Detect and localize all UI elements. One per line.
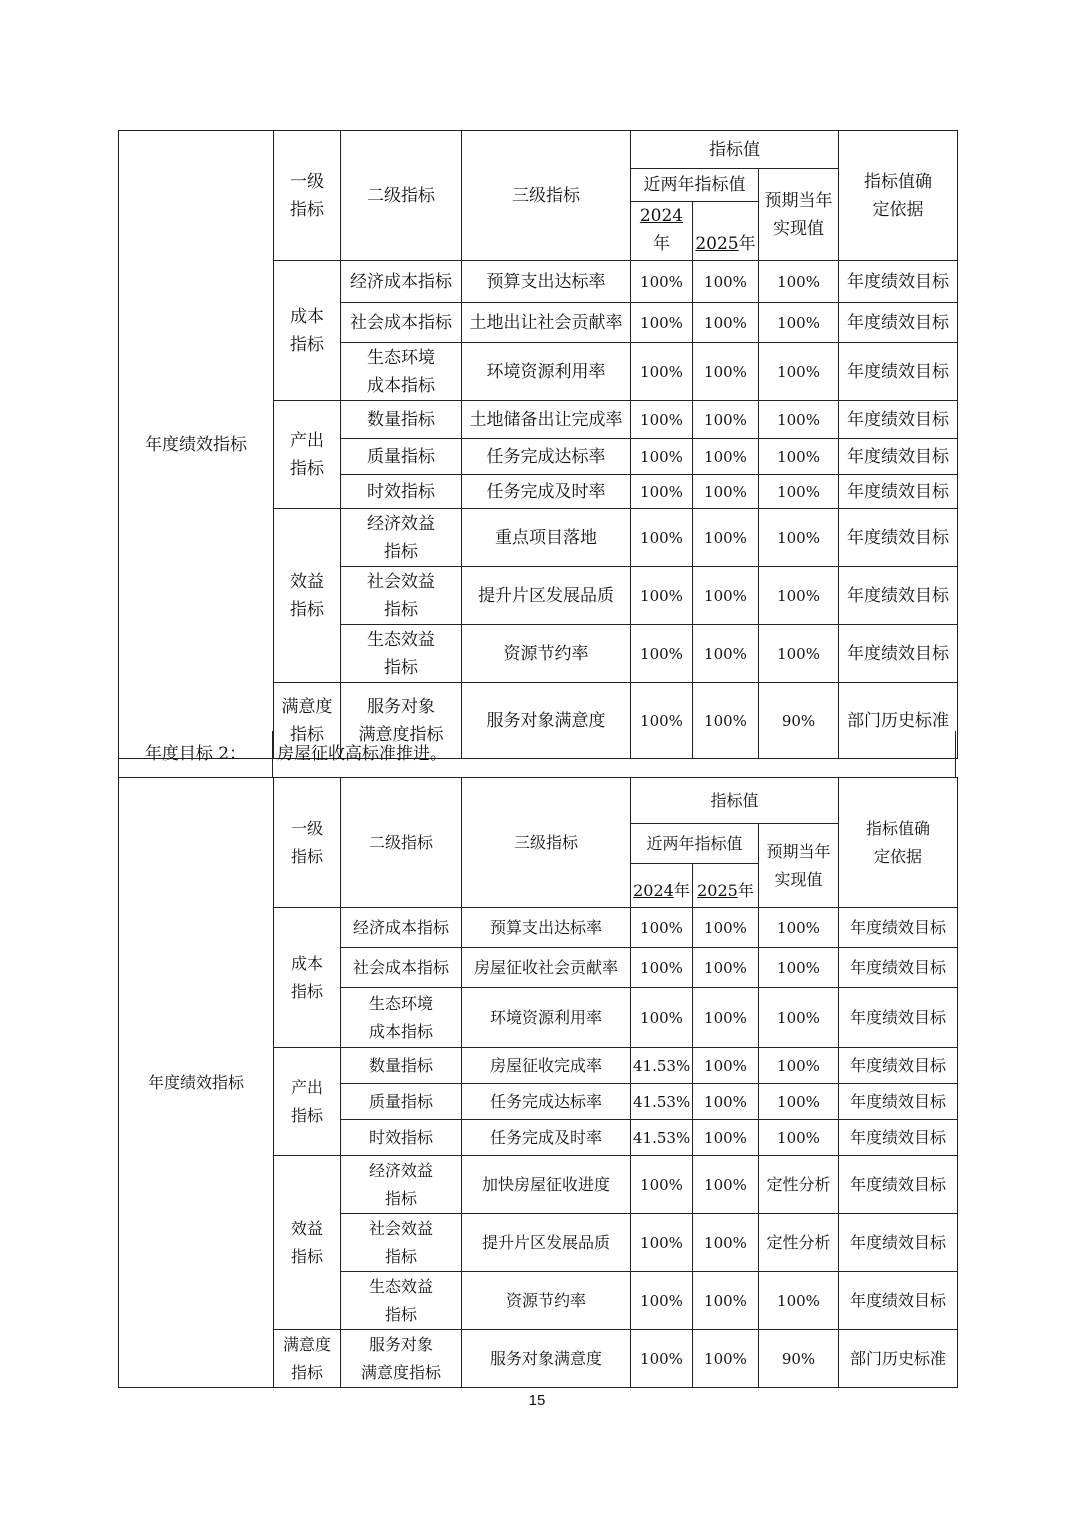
expected-value: 定性分析 (759, 1156, 839, 1214)
value-2025: 100% (693, 683, 759, 759)
value-2024: 100% (631, 261, 693, 303)
value-2024: 100% (631, 948, 693, 988)
level2-indicator: 社会效益 指标 (341, 1214, 462, 1272)
level1-indicator: 满意度 指标 (274, 683, 341, 759)
level3-indicator: 土地储备出让完成率 (462, 401, 631, 439)
header-expected: 预期当年 实现值 (759, 169, 839, 261)
value-2025: 100% (693, 948, 759, 988)
annual-indicator-label: 年度绩效指标 (145, 434, 247, 455)
level1-indicator: 效益 指标 (274, 509, 341, 683)
expected-value: 100% (759, 343, 839, 401)
basis-value: 年度绩效目标 (839, 401, 958, 439)
value-2024: 100% (631, 1272, 693, 1330)
header-year-2024-number: 2024 (639, 206, 684, 226)
level2-indicator: 社会成本指标 (341, 948, 462, 988)
expected-value: 90% (759, 1330, 839, 1388)
level3-indicator: 资源节约率 (462, 625, 631, 683)
value-2025: 100% (693, 1214, 759, 1272)
level3-indicator: 房屋征收社会贡献率 (462, 948, 631, 988)
expected-value: 100% (759, 1084, 839, 1120)
annual-goal-2-row (118, 731, 956, 777)
level2-indicator: 时效指标 (341, 475, 462, 509)
value-2025: 100% (693, 1156, 759, 1214)
value-2024: 100% (631, 303, 693, 343)
header-year-2024-number: 2024 (633, 881, 674, 900)
header-level1: 一级 指标 (274, 131, 341, 261)
header-year-2025 (693, 202, 759, 261)
level2-indicator: 社会效益 指标 (341, 567, 462, 625)
value-2024: 41.53% (631, 1120, 693, 1156)
level1-indicator: 效益 指标 (274, 1156, 341, 1330)
header-year-2024 (631, 202, 693, 261)
header-year-suffix: 年 (737, 881, 754, 900)
expected-value: 90% (759, 683, 839, 759)
level3-indicator: 服务对象满意度 (462, 683, 631, 759)
basis-value: 年度绩效目标 (839, 343, 958, 401)
level2-indicator: 经济效益 指标 (341, 509, 462, 567)
value-2024: 100% (631, 475, 693, 509)
value-2025: 100% (693, 343, 759, 401)
header-year-2025 (693, 864, 759, 908)
basis-value: 部门历史标准 (839, 683, 958, 759)
expected-value: 100% (759, 1272, 839, 1330)
annual-indicator-label-cell (119, 778, 274, 1388)
level1-indicator: 产出 指标 (274, 401, 341, 509)
value-2025: 100% (693, 261, 759, 303)
level2-indicator: 质量指标 (341, 1084, 462, 1120)
value-2025: 100% (693, 401, 759, 439)
level3-indicator: 重点项目落地 (462, 509, 631, 567)
expected-value: 100% (759, 439, 839, 475)
annual-indicator-label-cell (119, 131, 274, 759)
performance-table-1 (118, 130, 958, 759)
basis-value: 年度绩效目标 (839, 625, 958, 683)
expected-value: 100% (759, 1048, 839, 1084)
value-2024: 41.53% (631, 1084, 693, 1120)
level2-indicator: 数量指标 (341, 1048, 462, 1084)
annual-goal-2-text: 房屋征收高标准推进。 (277, 744, 447, 764)
expected-value: 100% (759, 509, 839, 567)
value-2024: 100% (631, 625, 693, 683)
value-2024: 100% (631, 509, 693, 567)
level3-indicator: 资源节约率 (462, 1272, 631, 1330)
header-indicator-value: 指标值 (631, 778, 839, 824)
header-year-2025-number: 2025 (695, 234, 739, 254)
header-level1: 一级 指标 (274, 778, 341, 908)
level3-indicator: 提升片区发展品质 (462, 567, 631, 625)
level3-indicator: 任务完成及时率 (462, 475, 631, 509)
level3-indicator: 任务完成及时率 (462, 1120, 631, 1156)
basis-value: 年度绩效目标 (839, 1084, 958, 1120)
level2-indicator: 服务对象 满意度指标 (341, 1330, 462, 1388)
header-basis: 指标值确 定依据 (839, 778, 958, 908)
level1-indicator: 满意度 指标 (274, 1330, 341, 1388)
expected-value: 100% (759, 303, 839, 343)
basis-value: 年度绩效目标 (839, 908, 958, 948)
value-2025: 100% (693, 303, 759, 343)
value-2024: 100% (631, 683, 693, 759)
expected-value: 100% (759, 988, 839, 1048)
basis-value: 年度绩效目标 (839, 1214, 958, 1272)
level3-indicator: 预算支出达标率 (462, 261, 631, 303)
basis-value: 年度绩效目标 (839, 303, 958, 343)
value-2025: 100% (693, 475, 759, 509)
expected-value: 100% (759, 261, 839, 303)
header-year-suffix: 年 (673, 881, 690, 900)
level2-indicator: 生态效益 指标 (341, 625, 462, 683)
level3-indicator: 加快房屋征收进度 (462, 1156, 631, 1214)
level3-indicator: 土地出让社会贡献率 (462, 303, 631, 343)
basis-value: 年度绩效目标 (839, 1156, 958, 1214)
basis-value: 年度绩效目标 (839, 948, 958, 988)
level2-indicator: 经济成本指标 (341, 261, 462, 303)
value-2024: 100% (631, 1156, 693, 1214)
value-2025: 100% (693, 567, 759, 625)
value-2025: 100% (693, 509, 759, 567)
header-year-2024 (631, 864, 693, 908)
value-2025: 100% (693, 1330, 759, 1388)
level3-indicator: 任务完成达标率 (462, 439, 631, 475)
header-basis: 指标值确 定依据 (839, 131, 958, 261)
basis-value: 年度绩效目标 (839, 439, 958, 475)
expected-value: 100% (759, 948, 839, 988)
expected-value: 100% (759, 567, 839, 625)
basis-value: 年度绩效目标 (839, 1272, 958, 1330)
expected-value: 100% (759, 908, 839, 948)
level2-indicator: 生态环境 成本指标 (341, 988, 462, 1048)
value-2025: 100% (693, 908, 759, 948)
level2-indicator: 时效指标 (341, 1120, 462, 1156)
expected-value: 100% (759, 1120, 839, 1156)
basis-value: 年度绩效目标 (839, 567, 958, 625)
value-2024: 100% (631, 1214, 693, 1272)
expected-value: 100% (759, 475, 839, 509)
value-2024: 41.53% (631, 1048, 693, 1084)
expected-value: 100% (759, 401, 839, 439)
expected-value: 100% (759, 625, 839, 683)
value-2025: 100% (693, 988, 759, 1048)
value-2024: 100% (631, 401, 693, 439)
level2-indicator: 质量指标 (341, 439, 462, 475)
value-2024: 100% (631, 439, 693, 475)
header-year-suffix: 年 (653, 234, 670, 254)
value-2024: 100% (631, 988, 693, 1048)
annual-goal-2-label: 年度目标 2： (119, 731, 273, 777)
level1-indicator: 成本 指标 (274, 261, 341, 401)
level1-indicator: 成本 指标 (274, 908, 341, 1048)
header-level3: 三级指标 (462, 131, 631, 261)
value-2024: 100% (631, 567, 693, 625)
basis-value: 年度绩效目标 (839, 475, 958, 509)
value-2024: 100% (631, 1330, 693, 1388)
header-level2: 二级指标 (341, 778, 462, 908)
basis-value: 年度绩效目标 (839, 988, 958, 1048)
level3-indicator: 环境资源利用率 (462, 988, 631, 1048)
header-indicator-value: 指标值 (631, 131, 839, 169)
header-recent-two-years: 近两年指标值 (631, 169, 759, 202)
level2-indicator: 社会成本指标 (341, 303, 462, 343)
level2-indicator: 生态环境 成本指标 (341, 343, 462, 401)
value-2025: 100% (693, 1048, 759, 1084)
level2-indicator: 服务对象 满意度指标 (341, 683, 462, 759)
level3-indicator: 环境资源利用率 (462, 343, 631, 401)
basis-value: 年度绩效目标 (839, 509, 958, 567)
level1-indicator: 产出 指标 (274, 1048, 341, 1156)
value-2025: 100% (693, 439, 759, 475)
level2-indicator: 经济成本指标 (341, 908, 462, 948)
header-expected: 预期当年 实现值 (759, 824, 839, 908)
header-level2: 二级指标 (341, 131, 462, 261)
value-2024: 100% (631, 343, 693, 401)
basis-value: 年度绩效目标 (839, 1120, 958, 1156)
level2-indicator: 数量指标 (341, 401, 462, 439)
header-year-2025-number: 2025 (697, 881, 738, 900)
performance-table-2 (118, 777, 958, 1388)
level3-indicator: 预算支出达标率 (462, 908, 631, 948)
value-2024: 100% (631, 908, 693, 948)
level3-indicator: 提升片区发展品质 (462, 1214, 631, 1272)
basis-value: 年度绩效目标 (839, 1048, 958, 1084)
basis-value: 部门历史标准 (839, 1330, 958, 1388)
value-2025: 100% (693, 1120, 759, 1156)
expected-value: 定性分析 (759, 1214, 839, 1272)
level3-indicator: 房屋征收完成率 (462, 1048, 631, 1084)
page-number: 15 (528, 1392, 546, 1409)
value-2025: 100% (693, 1272, 759, 1330)
value-2025: 100% (693, 625, 759, 683)
level3-indicator: 任务完成达标率 (462, 1084, 631, 1120)
level3-indicator: 服务对象满意度 (462, 1330, 631, 1388)
header-level3: 三级指标 (462, 778, 631, 908)
header-recent-two-years: 近两年指标值 (631, 824, 759, 864)
basis-value: 年度绩效目标 (839, 261, 958, 303)
annual-indicator-label: 年度绩效指标 (147, 1072, 244, 1092)
level2-indicator: 经济效益 指标 (341, 1156, 462, 1214)
header-year-suffix: 年 (738, 234, 756, 254)
level2-indicator: 生态效益 指标 (341, 1272, 462, 1330)
value-2025: 100% (693, 1084, 759, 1120)
